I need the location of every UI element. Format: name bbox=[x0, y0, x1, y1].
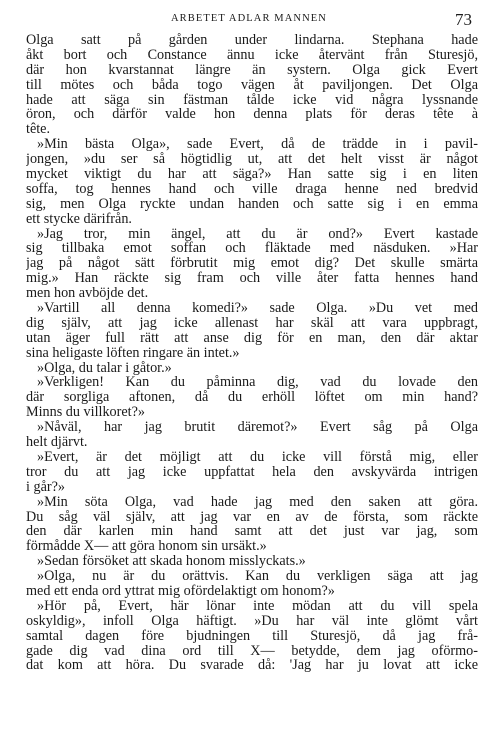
text-line: tror du att jag icke uppfattat hela den avskyvärda intrigen bbox=[26, 464, 478, 480]
text-line: »Evert, är det möjligt att du icke vill förstå mig, eller bbox=[37, 449, 478, 465]
text-line: Olga satt på gården under lindarna. Stephana hade bbox=[26, 33, 478, 48]
text-line: tête. bbox=[26, 122, 51, 138]
text-line: »Min söta Olga, vad hade jag med den saken att göra. bbox=[37, 494, 478, 510]
text-line: dig själv, att jag icke allenast har skäl att vara uppbragt, bbox=[26, 315, 478, 331]
text-line: helt djärvt. bbox=[26, 435, 88, 450]
text-line: där hon kvarstannat längre än systern. Olga gick Evert bbox=[26, 62, 478, 78]
text-line: ett stycke därifrån. bbox=[26, 211, 132, 227]
text-line: dat kom att höra. Du svarade då: 'Jag har ju lovat att icke bbox=[26, 658, 478, 674]
text-line: »Sedan försöket att skada honom misslyckats.» bbox=[37, 554, 306, 570]
text-line: där sorgliga aftonen, då du erhöll löftet om min hand? bbox=[26, 390, 478, 406]
text-line: förmådde X— att göra honom sin ursäkt.» bbox=[26, 539, 267, 555]
text-line: Du såg väl själv, att jag var en av de första, som räckte bbox=[26, 509, 478, 525]
body-text bbox=[26, 33, 478, 673]
text-line: »Vartill all denna komedi?» sade Olga. »Du vet med bbox=[37, 301, 478, 316]
text-line: »Olga, du talar i gåtor.» bbox=[37, 360, 172, 376]
text-line: hade att säga sin fästman tålde icke vid några lyssnande bbox=[26, 92, 478, 108]
text-line: samtal dagen före bjudningen till Sturesjö, då jag frå- bbox=[26, 628, 478, 644]
text-line: »Jag tror, min ängel, att du är ond?» Evert kastade bbox=[37, 226, 478, 242]
text-line: »Nåväl, har jag brutit däremot?» Evert såg på Olga bbox=[37, 420, 478, 436]
text-line: öron, och därför valde hon denna plats för deras tête à bbox=[26, 107, 478, 123]
text-line: gade dig vad dina ord till X— betydde, dem jag oförmo- bbox=[26, 643, 478, 659]
running-head bbox=[26, 10, 472, 32]
text-line: sina heligaste löften ringare än intet.» bbox=[26, 345, 240, 361]
text-line: »Verkligen! Kan du påminna dig, vad du lovade den bbox=[37, 375, 478, 391]
text-line: »Min bästa Olga», sade Evert, då de trädde in i pavil- bbox=[37, 137, 478, 153]
text-line: den där karlen min hand samt att det just var jag, som bbox=[26, 524, 478, 540]
text-line: mycket viktigt du har att säga?» Han satte sig i en liten bbox=[26, 167, 478, 182]
text-line: soffa, tog hennes hand och ville draga henne ned bredvid bbox=[26, 181, 478, 197]
text-line: i går?» bbox=[26, 479, 65, 495]
text-line: oskyldig», infoll Olga häftigt. »Du har väl inte glömt vårt bbox=[26, 613, 478, 629]
page-number: 73 bbox=[455, 10, 472, 29]
text-line: utan äger full rätt att anse dig för en man, den där aktar bbox=[26, 330, 478, 346]
text-line: Minns du villkoret?» bbox=[26, 405, 146, 421]
text-line: men hon avböjde det. bbox=[26, 286, 149, 302]
text-line: med ett enda ord yttrat mig ofördelaktigt om honom?» bbox=[26, 583, 335, 599]
text-line: mig.» Han räckte sig fram och ville åter fatta hennes hand bbox=[26, 271, 478, 287]
text-line: till mötes och båda togo vägen åt paviljongen. Det Olga bbox=[26, 77, 478, 93]
text-line: sig tillbaka emot soffan och fläktade med näsduken. »Har bbox=[26, 241, 478, 257]
running-title: ARBETET ADLAR MANNEN bbox=[171, 13, 327, 24]
text-line: åkt bort och Constance ännu icke återvänt från Sturesjö, bbox=[26, 47, 478, 63]
text-line: sig, men Olga ryckte undan handen och satte sig i en emma bbox=[26, 196, 478, 212]
text-line: »Olga, nu är du orättvis. Kan du verkligen säga att jag bbox=[37, 569, 478, 584]
text-line: jag på något sätt förbrutit mig emot dig? Det skulle smärta bbox=[26, 256, 478, 272]
text-line: »Hör på, Evert, här lönar inte mödan att du vill spela bbox=[37, 598, 478, 614]
text-line: jongen, »du ser så högtidlig ut, att det helt visst är något bbox=[26, 152, 478, 168]
